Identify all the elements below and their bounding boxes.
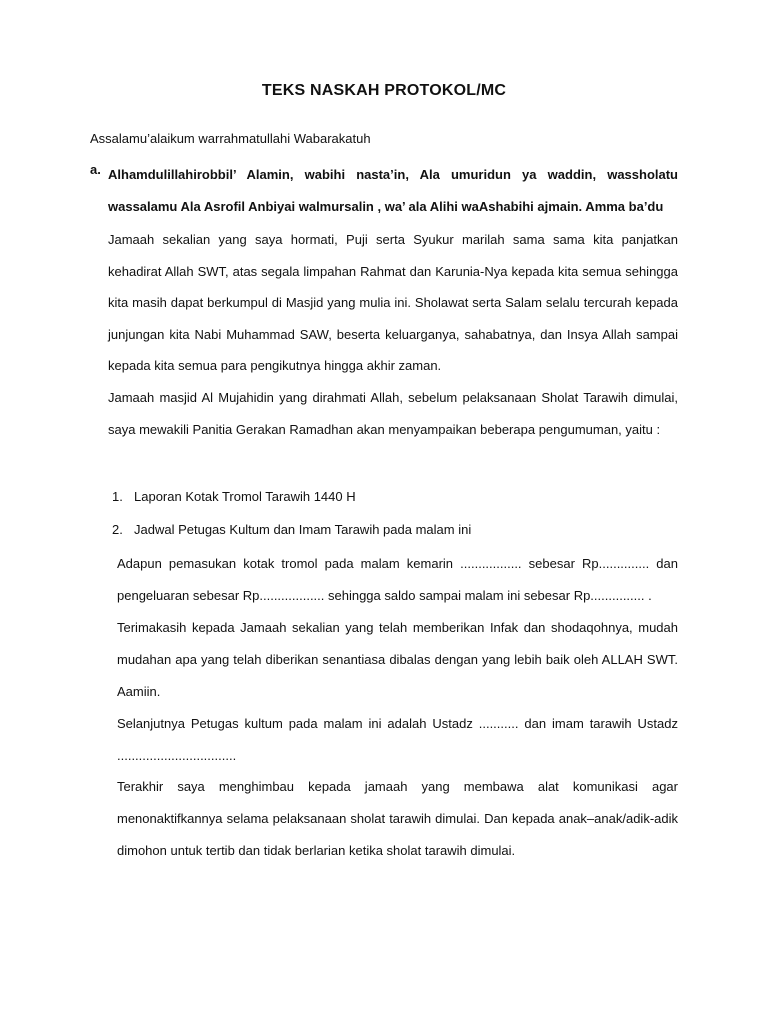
document-title: TEKS NASKAH PROTOKOL/MC [261, 82, 507, 99]
paragraph-kultum-schedule: Selanjutnya Petugas kultum pada malam ini adalah Ustadz ........... dan imam tarawih Ustadz ................................. [117, 716, 678, 763]
list-item [112, 522, 471, 537]
list-text: Jadwal Petugas Kultum dan Imam Tarawih pada malam ini [134, 522, 472, 537]
list-item [112, 489, 356, 504]
paragraph-thanks: Terimakasih kepada Jamaah sekalian yang telah memberikan Infak dan shodaqohnya, mudah mudahan apa yang telah diberikan senantiasa dibalas dengan yang lebih baik oleh ALLAH SWT. Aamiin. [117, 620, 678, 699]
paragraph-tromol-report: Adapun pemasukan kotak tromol pada malam kemarin ................. sebesar Rp.............. dan pengeluaran sebesar Rp.................. sehingga saldo sampai malam ini sebesar Rp............... . [117, 556, 678, 603]
paragraph-opening-greeting: Jamaah sekalian yang saya hormati, Puji serta Syukur marilah sama sama kita panjatkan kehadirat Allah SWT, atas segala limpahan Rahmat dan Karunia-Nya kepada kita semua sehingga kita masih dapat berkumpul di Masjid yang mulia ini. Sholawat serta Salam selalu tercurah kepada junjungan kita Nabi Muhammad SAW, beserta keluarganya, sahabatnya, dan Insya Allah sampai kepada kita semua para pengikutnya hingga akhir zaman. [108, 232, 678, 373]
paragraph-announcement-intro: Jamaah masjid Al Mujahidin yang dirahmati Allah, sebelum pelaksanaan Sholat Tarawih dimulai, saya mewakili Panitia Gerakan Ramadhan akan menyampaikan beberapa pengumuman, yaitu : [108, 390, 678, 437]
paragraph-closing-reminder: Terakhir saya menghimbau kepada jamaah yang membawa alat komunikasi agar menonaktifkannya selama pelaksanaan sholat tarawih dimulai. Dan kepada anak–anak/adik-adik dimohon untuk tertib dan tidak berlarian ketika sholat tarawih dimulai. [117, 779, 678, 858]
opening-prayer: Alhamdulillahirobbil’ Alamin, wabihi nasta’in, Ala umuridun ya waddin, wassholatu wassalamu Ala Asrofil Anbiyai walmursalin , wa’ ala Alihi waAshabihi ajmain. Amma ba’du [108, 167, 678, 214]
list-number: 2. [112, 522, 123, 537]
section-a-marker: a. [90, 162, 101, 177]
list-number: 1. [112, 489, 123, 504]
greeting-line: Assalamu’alaikum warrahmatullahi Wabarakatuh [90, 131, 371, 146]
list-text: Laporan Kotak Tromol Tarawih 1440 H [134, 489, 356, 504]
